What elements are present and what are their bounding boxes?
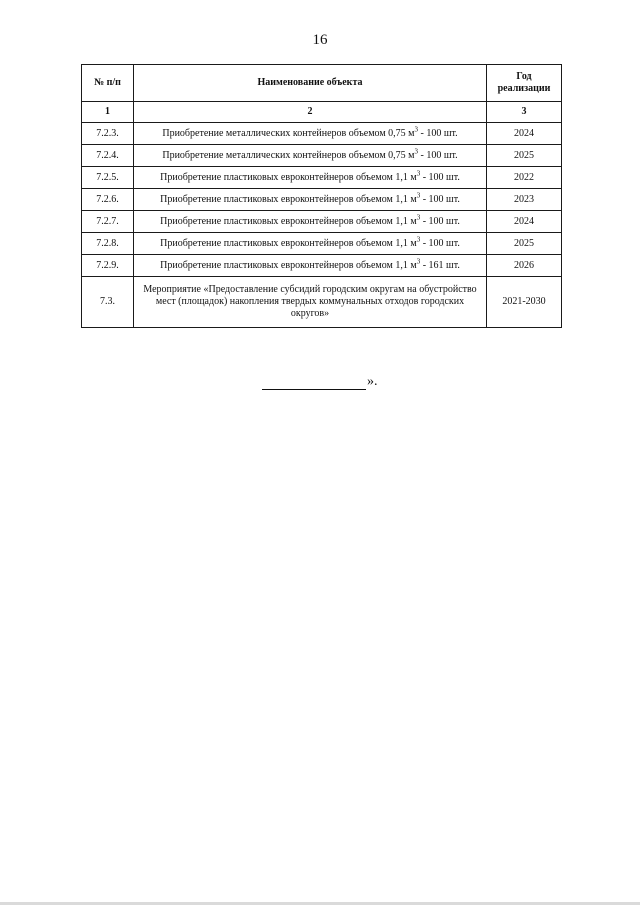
row-object-name: Мероприятие «Предоставление субсидий городским округам на обустройство мест (площадок) накопления твердых коммунальных отходов городских округов» xyxy=(134,277,487,328)
row-unit-exponent: 3 xyxy=(416,257,421,266)
row-year: 2026 xyxy=(487,255,562,277)
row-number: 7.2.5. xyxy=(82,167,134,189)
row-year: 2022 xyxy=(487,167,562,189)
row-number: 7.3. xyxy=(82,277,134,328)
row-quantity: - 100 шт. xyxy=(420,193,460,205)
row-year: 2025 xyxy=(487,233,562,255)
column-number-1: 1 xyxy=(82,102,134,123)
table-row xyxy=(82,167,562,189)
row-year: 2024 xyxy=(487,211,562,233)
row-text: Приобретение пластиковых евроконтейнеров объемом 1,1 м xyxy=(160,237,417,249)
row-unit-exponent: 3 xyxy=(416,169,421,178)
column-number-2: 2 xyxy=(134,102,487,123)
row-year: 2021-2030 xyxy=(487,277,562,328)
row-text: Приобретение пластиковых евроконтейнеров объемом 1,1 м xyxy=(160,259,417,271)
row-text: Приобретение пластиковых евроконтейнеров объемом 1,1 м xyxy=(160,171,417,183)
row-unit-exponent: 3 xyxy=(414,125,418,134)
row-object-name xyxy=(134,211,487,233)
table-header-row xyxy=(82,65,562,102)
page-number: 16 xyxy=(312,32,328,48)
row-quantity: - 161 шт. xyxy=(420,259,460,271)
row-object-name xyxy=(134,233,487,255)
row-year: 2023 xyxy=(487,189,562,211)
row-object-name xyxy=(134,145,487,167)
row-quantity: - 100 шт. xyxy=(420,171,460,183)
table-row-subsidy-measure xyxy=(82,277,562,328)
row-object-name xyxy=(134,189,487,211)
row-number: 7.2.9. xyxy=(82,255,134,277)
row-object-name xyxy=(134,255,487,277)
row-object-name xyxy=(134,123,487,145)
row-text: Приобретение металлических контейнеров объемом 0,75 м xyxy=(162,127,415,139)
row-quantity: - 100 шт. xyxy=(418,149,458,161)
table-row xyxy=(82,145,562,167)
row-quantity: - 100 шт. xyxy=(418,127,458,139)
table-row xyxy=(82,233,562,255)
row-unit-exponent: 3 xyxy=(416,213,421,222)
row-number: 7.2.8. xyxy=(82,233,134,255)
row-object-name xyxy=(134,167,487,189)
header-year: Год реализации xyxy=(487,65,562,102)
closing-underline xyxy=(262,377,366,390)
row-year: 2025 xyxy=(487,145,562,167)
table-row xyxy=(82,255,562,277)
row-quantity: - 100 шт. xyxy=(420,215,460,227)
row-text: Приобретение пластиковых евроконтейнеров объемом 1,1 м xyxy=(160,215,417,227)
row-number: 7.2.6. xyxy=(82,189,134,211)
row-unit-exponent: 3 xyxy=(416,191,421,200)
row-unit-exponent: 3 xyxy=(416,235,421,244)
row-number: 7.2.3. xyxy=(82,123,134,145)
table-row xyxy=(82,189,562,211)
objects-table xyxy=(81,64,562,328)
header-number: № п/п xyxy=(82,65,134,102)
header-object-name: Наименование объекта xyxy=(134,65,487,102)
row-text: Приобретение металлических контейнеров объемом 0,75 м xyxy=(162,149,415,161)
row-unit-exponent: 3 xyxy=(414,147,418,156)
closing-mark xyxy=(262,374,378,390)
column-number-row xyxy=(82,102,562,123)
closing-quote: ». xyxy=(367,374,378,389)
row-text: Приобретение пластиковых евроконтейнеров объемом 1,1 м xyxy=(160,193,417,205)
table-row xyxy=(82,211,562,233)
table-row xyxy=(82,123,562,145)
column-number-3: 3 xyxy=(487,102,562,123)
row-quantity: - 100 шт. xyxy=(420,237,460,249)
row-number: 7.2.4. xyxy=(82,145,134,167)
row-year: 2024 xyxy=(487,123,562,145)
row-number: 7.2.7. xyxy=(82,211,134,233)
